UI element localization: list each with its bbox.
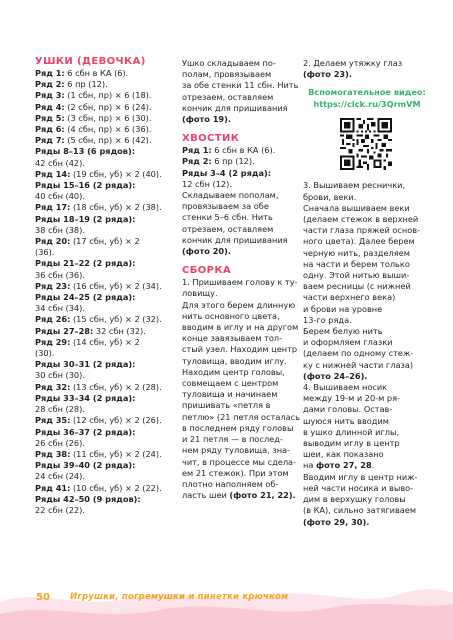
instruction-text: 42 сбн (42). (35, 157, 85, 168)
row-label: Ряд 32: (35, 381, 71, 392)
instruction-line (182, 300, 300, 311)
instruction-text: 38 сбн (38). (35, 224, 85, 235)
instruction-text: кончик для пришивания (182, 234, 288, 245)
instruction-text: (15 сбн, уб) × 2 (32). (70, 314, 162, 325)
instruction-line (303, 427, 431, 438)
helper-video-link[interactable]: https://clck.ru/3QrmVM (313, 98, 421, 109)
instruction-line (35, 202, 177, 213)
instruction-line (182, 412, 300, 423)
instruction-text: 3. Вышиваем реснички, (303, 180, 406, 191)
instruction-line (35, 427, 177, 438)
instruction-line (35, 404, 177, 415)
instruction-line (303, 180, 431, 191)
instruction-text: (36). (35, 247, 55, 258)
instruction-line (35, 191, 177, 202)
instruction-line (303, 236, 431, 247)
instruction-text: (2 сбн, пр) × 6 (24). (64, 101, 152, 112)
instruction-line (182, 490, 300, 501)
instruction-text: 26 сбн (26). (35, 437, 85, 448)
instruction-text: ного цвета). Далее берем (303, 236, 415, 247)
section-heading-ears: УШКИ (ДЕВОЧКА) (35, 56, 146, 67)
instruction-line (182, 423, 300, 434)
instruction-line (182, 156, 300, 167)
instruction-line (182, 246, 300, 257)
instruction-line (303, 225, 431, 236)
instruction-line (182, 103, 300, 114)
instruction-line (303, 416, 431, 427)
instruction-text: 24 сбн (24). (35, 471, 85, 482)
column-middle (182, 58, 300, 501)
section-heading-tail: ХВОСТИК (182, 133, 240, 145)
instruction-line (182, 235, 300, 246)
row-label: Ряды 36–37 (2 ряда): (35, 426, 136, 437)
instruction-text: дами головы. Остав- (303, 404, 393, 415)
instruction-line (303, 505, 431, 516)
instruction-line (182, 80, 300, 91)
instruction-text: отрезаем, оставляем (182, 91, 274, 102)
row-label: Ряд 38: (35, 448, 71, 459)
instruction-line (35, 158, 177, 169)
instruction-line (35, 135, 177, 146)
instruction-text: стый узел. Находим центр (182, 344, 298, 355)
row-label: Ряд 5: (35, 112, 65, 123)
instruction-line (182, 69, 300, 80)
instruction-line (182, 344, 300, 355)
instruction-line (182, 333, 300, 344)
instruction-line (182, 201, 300, 212)
instruction-line (35, 449, 177, 460)
instruction-line (35, 102, 177, 113)
row-label: Ряды 24–25 (2 ряда): (35, 292, 136, 303)
instruction-line (35, 247, 177, 258)
instruction-line (182, 434, 300, 445)
instruction-text: ловищу. (182, 288, 218, 299)
instruction-line (303, 292, 431, 303)
instruction-text: и 21 петля — в послед- (182, 434, 283, 445)
row-label: Ряды 18–19 (2 ряда): (35, 213, 136, 224)
instruction-text: совмещаем с центром (182, 378, 279, 389)
footer-wave-decoration (0, 580, 453, 640)
instruction-text: черную нить, разделяем (303, 247, 410, 258)
instruction-line (303, 393, 431, 404)
instruction-line (182, 479, 300, 490)
instruction-line (303, 69, 431, 80)
row-label: Ряд 41: (35, 482, 71, 493)
column-right (303, 58, 431, 528)
instruction-text: (30). (35, 348, 55, 359)
instruction-line (35, 113, 177, 124)
instruction-line (303, 58, 431, 69)
row-label: Ряд 17: (35, 202, 71, 213)
photo-reference: (фото 21, 22). (229, 490, 296, 501)
row-label: Ряд 14: (35, 168, 71, 179)
instruction-text: кончик для пришивания (182, 102, 288, 113)
row-label: Ряд 23: (35, 280, 71, 291)
instruction-line (35, 258, 177, 269)
instruction-line (182, 367, 300, 378)
photo-reference: (фото 23). (303, 69, 352, 80)
instruction-line (303, 214, 431, 225)
instruction-line (35, 415, 177, 426)
instruction-line (182, 190, 300, 201)
instruction-line (35, 180, 177, 191)
instruction-line (35, 359, 177, 370)
instruction-text: туловища и начинаем (182, 389, 278, 400)
book-title: Игрушки, погремушки и пинетки крючком (70, 592, 289, 602)
instruction-line (182, 212, 300, 223)
instruction-line (182, 277, 300, 288)
instruction-line (35, 393, 177, 404)
instruction-text: плотно наполняем об- (182, 478, 279, 489)
row-label: Ряды 42–50 (9 рядов): (35, 493, 141, 504)
row-label: Ряд 1: (182, 145, 212, 156)
row-label: Ряд 6: (35, 124, 65, 135)
tail-instructions (182, 145, 300, 257)
instruction-text: Сначала вышиваем веки (303, 202, 410, 213)
instruction-line (182, 311, 300, 322)
instruction-text: Ушко складываем по- (182, 58, 276, 68)
photo-reference: (фото 19). (182, 114, 231, 125)
instruction-text: (1 сбн, пр) × 6 (18). (64, 90, 152, 101)
instruction-text: отрезаем, оставляем (182, 223, 274, 234)
instruction-line (303, 472, 431, 483)
instruction-line (35, 236, 177, 247)
instruction-text: 13-го ряда. (303, 314, 352, 325)
instruction-text: (делаем по одному стеж- (303, 348, 414, 359)
instruction-text: 6 сбн в КА (6). (64, 68, 129, 78)
instruction-text: нить основного цвета, (182, 310, 280, 321)
instruction-text: 34 сбн (34). (35, 303, 85, 314)
instruction-line (303, 371, 431, 382)
photo-reference: (фото 29, 30). (303, 516, 370, 527)
instruction-line (35, 124, 177, 135)
instruction-text: вводим в иглу и на другом (182, 322, 299, 333)
instruction-line (35, 146, 177, 157)
instruction-text: за обе стенки 11 сбн. Нить (182, 80, 299, 91)
instruction-line (35, 314, 177, 325)
photo-reference: фото 27, 28 (315, 460, 372, 471)
instruction-text: 6 пр (12). (64, 79, 108, 90)
ear-folding-instructions (182, 58, 300, 125)
row-label: Ряд 20: (35, 236, 71, 247)
instruction-line (303, 203, 431, 214)
instruction-text: ку с нижней части глаза) (303, 359, 414, 370)
instruction-text: полам, провязываем (182, 69, 272, 80)
instruction-text: 28 сбн (28). (35, 404, 85, 415)
qr-code-icon[interactable] (340, 118, 392, 170)
page-number: 50 (36, 592, 50, 603)
instruction-text: части глаза пряжей основ- (303, 225, 421, 236)
row-label: Ряды 30–31 (2 ряда): (35, 359, 136, 370)
instruction-text: части верхнего века) (303, 292, 396, 303)
instruction-line (35, 281, 177, 292)
helper-video-label: Вспомогательное видео: (308, 87, 426, 98)
instruction-text: между 19-м и 20-м ря- (303, 393, 401, 404)
instruction-line (303, 192, 431, 203)
instruction-text: чит, в процессе мы сдела- (182, 456, 297, 467)
instruction-line (303, 304, 431, 315)
instruction-text: 4. Вышиваем носик (303, 382, 388, 393)
instruction-line (303, 517, 431, 528)
instruction-text: (делаем стежок в верхней (303, 214, 419, 225)
embroidery-and-nose-instructions (303, 180, 431, 527)
instruction-text: (5 сбн, пр) × 6 (42). (64, 135, 152, 146)
instruction-line (35, 483, 177, 494)
instruction-text: на части и берем только (303, 258, 410, 269)
instruction-line (35, 68, 177, 79)
instruction-text: (в КА), сильно затягиваем (303, 505, 417, 516)
row-label: Ряд 35: (35, 415, 71, 426)
instruction-line (303, 326, 431, 337)
instruction-text: 2. Делаем утяжку глаз (303, 58, 403, 68)
row-label: Ряд 1: (35, 68, 65, 78)
eye-tightening-instructions (303, 58, 431, 80)
row-label: Ряд 4: (35, 101, 65, 112)
section-heading-assembly: СБОРКА (182, 265, 232, 277)
instruction-line (303, 382, 431, 393)
instruction-text: 6 сбн в КА (6). (211, 145, 276, 156)
instruction-text: (19 сбн, уб) × 2 (40). (70, 168, 162, 179)
instruction-line (182, 168, 300, 179)
instruction-line (303, 483, 431, 494)
instruction-line (182, 389, 300, 400)
photo-reference: (фото 20). (182, 246, 231, 257)
instruction-text: . (371, 460, 375, 471)
instruction-line (182, 468, 300, 479)
instruction-text: конце завязываем тол- (182, 333, 283, 344)
assembly-instructions (182, 277, 300, 501)
row-label: Ряды 39–40 (2 ряда): (35, 460, 136, 471)
instruction-text: 36 сбн (36). (35, 269, 85, 280)
instruction-line (303, 315, 431, 326)
instruction-text: пришивать «петля в (182, 400, 271, 411)
instruction-line (35, 169, 177, 180)
instruction-line (182, 356, 300, 367)
instruction-text: Вводим иглу в центр ниж- (303, 471, 418, 482)
instruction-text: Складываем пополам, (182, 190, 279, 201)
instruction-line (182, 288, 300, 299)
instruction-line (182, 114, 300, 125)
instruction-text: и оформляем глазки (303, 337, 393, 348)
instruction-text: 30 сбн (30). (35, 370, 85, 381)
instruction-text: (12 сбн, уб) × 2 (26). (70, 415, 162, 426)
instruction-line (35, 79, 177, 90)
instruction-line (182, 58, 300, 69)
instruction-line (182, 322, 300, 333)
instruction-text: шеи, как показано (303, 449, 384, 460)
instruction-text: стенки 5–6 сбн. Нить (182, 212, 273, 223)
instruction-text: (13 сбн, уб) × 2 (28). (70, 381, 162, 392)
row-label: Ряды 15–16 (2 ряда): (35, 180, 136, 191)
instruction-line (182, 378, 300, 389)
instruction-text: брови, веки. (303, 191, 357, 202)
instruction-text: 32 сбн (32). (93, 325, 146, 336)
instruction-line (35, 214, 177, 225)
instruction-line (303, 494, 431, 505)
instruction-text: провязываем за обе (182, 201, 269, 212)
instruction-line (303, 259, 431, 270)
row-label: Ряд 29: (35, 336, 71, 347)
instruction-text: ваем ресницы (с нижней (303, 281, 411, 292)
instruction-line (303, 337, 431, 348)
row-label: Ряд 2: (35, 79, 65, 90)
photo-reference: (фото 24–26). (303, 370, 368, 381)
instruction-line (35, 471, 177, 482)
instruction-line (182, 400, 300, 411)
instruction-line (303, 248, 431, 259)
instruction-line (35, 326, 177, 337)
row-label: Ряды 21–22 (2 ряда): (35, 258, 136, 269)
instruction-line (35, 292, 177, 303)
instruction-text: 6 пр (12). (211, 156, 255, 167)
instruction-line (182, 179, 300, 190)
instruction-text: (17 сбн, уб) × 2 (70, 236, 140, 247)
instruction-line (182, 92, 300, 103)
instruction-line (303, 438, 431, 449)
instruction-text: ней части носика и выво- (303, 482, 414, 493)
row-label: Ряды 8–13 (6 рядов): (35, 146, 136, 157)
instruction-line (303, 360, 431, 371)
instruction-text: петлю» (21 петля осталась (182, 411, 300, 422)
instruction-line (303, 460, 431, 471)
instruction-line (182, 445, 300, 456)
instruction-text: (18 сбн, уб) × 2 (38). (70, 202, 162, 213)
instruction-line (303, 404, 431, 415)
instruction-text: дим в верхушку головы (303, 494, 406, 505)
instruction-text: шуюся нить вводим (303, 415, 389, 426)
instruction-line (35, 337, 177, 348)
instruction-line (35, 382, 177, 393)
instruction-line (35, 90, 177, 101)
instruction-text: одну. Этой нитью выши- (303, 270, 410, 281)
instruction-text: выводим иглу в центр (303, 438, 400, 449)
instruction-text: (3 сбн, пр) × 6 (30). (64, 112, 152, 123)
instruction-line (35, 348, 177, 359)
row-label: Ряды 27–28: (35, 325, 94, 336)
row-label: Ряды 3–4 (2 ряда): (182, 167, 272, 178)
instruction-line (182, 145, 300, 156)
instruction-line (303, 449, 431, 460)
instruction-text: Берем белую нить (303, 326, 383, 337)
instruction-text: в последнем ряду головы (182, 422, 294, 433)
instruction-line (303, 348, 431, 359)
instruction-text: ласть шеи (182, 490, 230, 501)
instruction-line (35, 370, 177, 381)
ears-instructions (35, 68, 177, 516)
instruction-line (35, 460, 177, 471)
instruction-text: Для этого берем длинную (182, 299, 296, 310)
instruction-text: нем ряду туловища, зна- (182, 445, 291, 456)
row-label: Ряд 3: (35, 90, 65, 101)
instruction-text: и брови на уровне (303, 303, 383, 314)
row-label: Ряд 2: (182, 156, 212, 167)
instruction-line (35, 270, 177, 281)
instruction-line (182, 457, 300, 468)
instruction-text: туловища, вводим иглу. (182, 355, 287, 366)
instruction-text: 1. Пришиваем голову к ту- (182, 277, 298, 288)
instruction-text: Находим центр головы, (182, 366, 285, 377)
instruction-text: (14 сбн, уб) × 2 (70, 336, 140, 347)
instruction-text: 40 сбн (40). (35, 191, 85, 202)
instruction-text: (11 сбн, уб) × 2 (24). (70, 448, 162, 459)
instruction-text: (10 сбн, уб) × 2 (22). (70, 482, 162, 493)
instruction-line (35, 438, 177, 449)
instruction-line (303, 281, 431, 292)
instruction-text: на (303, 460, 316, 471)
row-label: Ряд 7: (35, 135, 65, 146)
instruction-text: (4 сбн, пр) × 6 (36). (64, 124, 152, 135)
row-label: Ряд 26: (35, 314, 71, 325)
instruction-line (35, 505, 177, 516)
instruction-line (35, 225, 177, 236)
instruction-text: ем 21 стежок). При этом (182, 467, 289, 478)
row-label: Ряды 33–34 (2 ряда): (35, 392, 136, 403)
instruction-line (35, 303, 177, 314)
instruction-line (303, 270, 431, 281)
instruction-line (182, 224, 300, 235)
instruction-line (35, 494, 177, 505)
column-left (35, 56, 177, 516)
instruction-text: в ушко длинной иглы, (303, 426, 400, 437)
instruction-text: 22 сбн (22). (35, 504, 85, 515)
instruction-text: 12 сбн (12). (182, 178, 232, 189)
instruction-text: (16 сбн, уб) × 2 (34). (70, 280, 162, 291)
